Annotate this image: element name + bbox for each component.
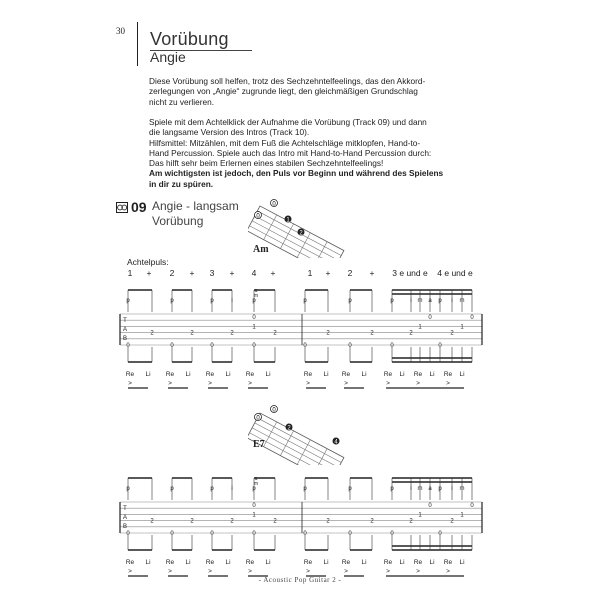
tab-number: 0 (170, 531, 174, 537)
tab-clef-letter: B (122, 524, 128, 530)
tab-number: 0 (126, 531, 130, 537)
percussion-left: Li (145, 559, 151, 566)
tab-number: 2 (190, 330, 194, 337)
eighth-pulse-label: Achtelpuls: (127, 257, 169, 267)
accent-mark: > (416, 380, 420, 387)
tab-number: 0 (210, 531, 214, 537)
tab-clef-letter: T (123, 318, 127, 324)
tab-number: 2 (273, 518, 277, 525)
tab-number: 2 (150, 330, 154, 337)
tab-number: 1 (418, 512, 422, 519)
tab-number: 1 (418, 324, 422, 331)
tab-number: 0 (170, 343, 174, 349)
chord-name-e7: E7 (253, 439, 265, 450)
intro-line: Diese Vorübung soll helfen, trotz des Sechzehntelfeelings, das den Akkord- (149, 76, 426, 86)
percussion-left: Li (145, 371, 151, 378)
track-title: Angie - langsam (152, 199, 239, 213)
instruction-line: Das hilft sehr beim Erlernen eines stabilen Sechzehntelfeelings! (149, 158, 384, 169)
tab-clef-letter: A (122, 327, 128, 333)
tab-number: 0 (252, 315, 256, 322)
accent-mark: > (344, 380, 348, 387)
percussion-right: Re (245, 371, 255, 378)
instruction-line: Hilfsmittel: Mitzählen, mit dem Fuß die Achtelschläge mitklopfen, Hand-to- (149, 137, 421, 148)
finger-m: m (417, 298, 423, 304)
finger-p: p (348, 298, 352, 304)
finger-i: i (451, 298, 453, 304)
finger-number: 0 (256, 415, 260, 422)
percussion-right: Re (303, 371, 313, 378)
tab-number: 0 (303, 343, 307, 349)
finger-a: a (254, 476, 258, 482)
instruction-line: die langsame Version des Intros (Track 10). (149, 127, 310, 138)
tab-number: 0 (252, 343, 256, 349)
finger-number: 2 (287, 425, 291, 432)
accent-mark: > (446, 568, 450, 575)
percussion-left: Li (323, 371, 329, 378)
count-label: 2 (347, 268, 353, 278)
count-label: 1 (307, 268, 313, 278)
accent-mark: > (416, 568, 420, 575)
count-label: + (146, 268, 152, 278)
percussion-left: Li (429, 371, 435, 378)
finger-p: p (210, 298, 214, 304)
tab-number: 2 (409, 330, 413, 337)
finger-p: p (303, 298, 307, 304)
percussion-left: Li (399, 559, 405, 566)
percussion-left: Li (459, 559, 465, 566)
count-label: + (325, 268, 331, 278)
finger-i: i (410, 486, 412, 492)
count-label: 3 e und e (392, 268, 428, 278)
percussion-left: Li (459, 371, 465, 378)
page-number: 30 (116, 26, 125, 36)
accent-mark: > (386, 568, 390, 575)
finger-a: a (428, 298, 432, 304)
tab-number: 0 (390, 531, 394, 537)
tab-number: 2 (370, 518, 374, 525)
accent-mark: > (306, 380, 310, 387)
percussion-left: Li (265, 371, 271, 378)
percussion-right: Re (165, 371, 175, 378)
tab-number: 0 (210, 343, 214, 349)
tab-number: 1 (252, 324, 256, 331)
tab-number: 0 (303, 531, 307, 537)
finger-number: 0 (272, 407, 276, 414)
tab-number: 2 (450, 330, 454, 337)
accent-mark: > (208, 568, 212, 575)
tab-number: 1 (460, 324, 464, 331)
instruction-bold-line: in dir zu spüren. (149, 178, 214, 189)
accent-mark: > (248, 380, 252, 387)
count-label: 1 (127, 268, 133, 278)
finger-p: p (126, 486, 130, 492)
finger-m: m (459, 486, 465, 492)
percussion-right: Re (165, 559, 175, 566)
count-label: + (189, 268, 195, 278)
percussion-left: Li (361, 559, 367, 566)
tab-number: 2 (326, 518, 330, 525)
finger-number: 2 (299, 230, 303, 237)
tab-number: 1 (252, 512, 256, 519)
finger-p: p (390, 298, 394, 304)
finger-number: 0 (272, 201, 276, 208)
tab-number: 0 (438, 531, 442, 537)
tab-number: 2 (190, 518, 194, 525)
percussion-left: Li (429, 559, 435, 566)
finger-p: p (303, 486, 307, 492)
accent-mark: > (446, 380, 450, 387)
finger-p: p (210, 486, 214, 492)
page-subtitle: Angie (150, 49, 186, 65)
accent-mark: > (344, 568, 348, 575)
tab-number: 2 (230, 330, 234, 337)
accent-mark: > (208, 380, 212, 387)
tab-number: 0 (348, 531, 352, 537)
percussion-right: Re (413, 559, 423, 566)
tab-number: 2 (450, 518, 454, 525)
finger-m: m (253, 481, 259, 487)
percussion-right: Re (341, 371, 351, 378)
tab-number: 0 (252, 503, 256, 510)
tab-number: 0 (390, 343, 394, 349)
tab-number: 2 (273, 330, 277, 337)
tab-number: 2 (370, 330, 374, 337)
count-label: + (229, 268, 235, 278)
tab-clef-letter: B (122, 336, 128, 342)
track-subtitle: Vorübung (152, 214, 204, 228)
intro-line: zerlegungen von „Angie“ zugrunde liegt, den gleichmäßigen Grundschlag (149, 86, 418, 97)
accent-mark: > (168, 380, 172, 387)
tab-number: 2 (150, 518, 154, 525)
percussion-right: Re (383, 559, 393, 566)
tab-number: 2 (326, 330, 330, 337)
tab-number: 1 (460, 512, 464, 519)
finger-p: p (348, 486, 352, 492)
page-footer: - Acoustic Pop Guitar 2 - (258, 576, 342, 584)
finger-p: p (170, 486, 174, 492)
finger-i: i (231, 298, 233, 304)
count-label: 2 (169, 268, 175, 278)
percussion-left: Li (399, 371, 405, 378)
finger-i: i (410, 298, 412, 304)
tab-number: 2 (409, 518, 413, 525)
finger-p: p (390, 486, 394, 492)
finger-p: p (252, 298, 256, 304)
tab-number: 0 (438, 343, 442, 349)
finger-number: 1 (286, 217, 290, 224)
chord-name-am: Am (253, 244, 269, 255)
percussion-left: Li (323, 559, 329, 566)
finger-p: p (170, 298, 174, 304)
finger-number: 0 (256, 213, 260, 220)
tab-clef-letter: A (122, 515, 128, 521)
finger-p: p (126, 298, 130, 304)
percussion-right: Re (443, 371, 453, 378)
percussion-right: Re (205, 559, 215, 566)
tab-number: 0 (428, 503, 432, 510)
tab-number: 0 (252, 531, 256, 537)
percussion-right: Re (341, 559, 351, 566)
accent-mark: > (168, 568, 172, 575)
finger-m: m (253, 293, 259, 299)
instruction-line: Hand Percussion. Spiele auch das Intro mit Hand-to-Hand Percussion durch: (149, 147, 432, 158)
finger-i: i (451, 486, 453, 492)
accent-mark: > (386, 380, 390, 387)
percussion-left: Li (185, 371, 191, 378)
tab-number: 0 (126, 343, 130, 349)
accent-mark: > (128, 380, 132, 387)
finger-p: p (438, 486, 442, 492)
percussion-left: Li (185, 559, 191, 566)
tab-system-2 (120, 476, 482, 576)
percussion-right: Re (125, 559, 135, 566)
finger-m: m (459, 298, 465, 304)
percussion-left: Li (361, 371, 367, 378)
tab-system-1 (120, 268, 482, 388)
percussion-right: Re (303, 559, 313, 566)
percussion-left: Li (225, 371, 231, 378)
tab-number: 0 (470, 503, 474, 510)
tab-number: 0 (428, 315, 432, 322)
page-title: Vorübung (150, 29, 229, 49)
finger-a: a (428, 486, 432, 492)
percussion-right: Re (413, 371, 423, 378)
tab-clef-letter: T (123, 506, 127, 512)
accent-mark: > (248, 568, 252, 575)
percussion-right: Re (125, 371, 135, 378)
percussion-left: Li (265, 559, 271, 566)
accent-mark: > (128, 568, 132, 575)
finger-number: 4 (334, 439, 338, 446)
instruction-bold-line: Am wichtigsten ist jedoch, den Puls vor Beginn und während des Spielens (149, 168, 444, 179)
finger-i: i (231, 486, 233, 492)
percussion-left: Li (225, 559, 231, 566)
tab-number: 0 (348, 343, 352, 349)
count-label: + (369, 268, 375, 278)
instruction-line: Spiele mit dem Achtelklick der Aufnahme die Vorübung (Track 09) und dann (149, 117, 427, 127)
intro-line: nicht zu verlieren. (149, 96, 215, 107)
track-number: 09 (131, 199, 147, 215)
finger-p: p (438, 298, 442, 304)
count-label: 3 (209, 268, 215, 278)
count-label: 4 (251, 268, 257, 278)
finger-m: m (417, 486, 423, 492)
tab-number: 2 (230, 518, 234, 525)
percussion-right: Re (443, 559, 453, 566)
percussion-right: Re (205, 371, 215, 378)
count-label: 4 e und e (437, 268, 473, 278)
accent-mark: > (306, 568, 310, 575)
percussion-right: Re (245, 559, 255, 566)
percussion-right: Re (383, 371, 393, 378)
finger-p: p (252, 486, 256, 492)
count-label: + (270, 268, 276, 278)
tab-number: 0 (470, 315, 474, 322)
finger-a: a (254, 288, 258, 294)
